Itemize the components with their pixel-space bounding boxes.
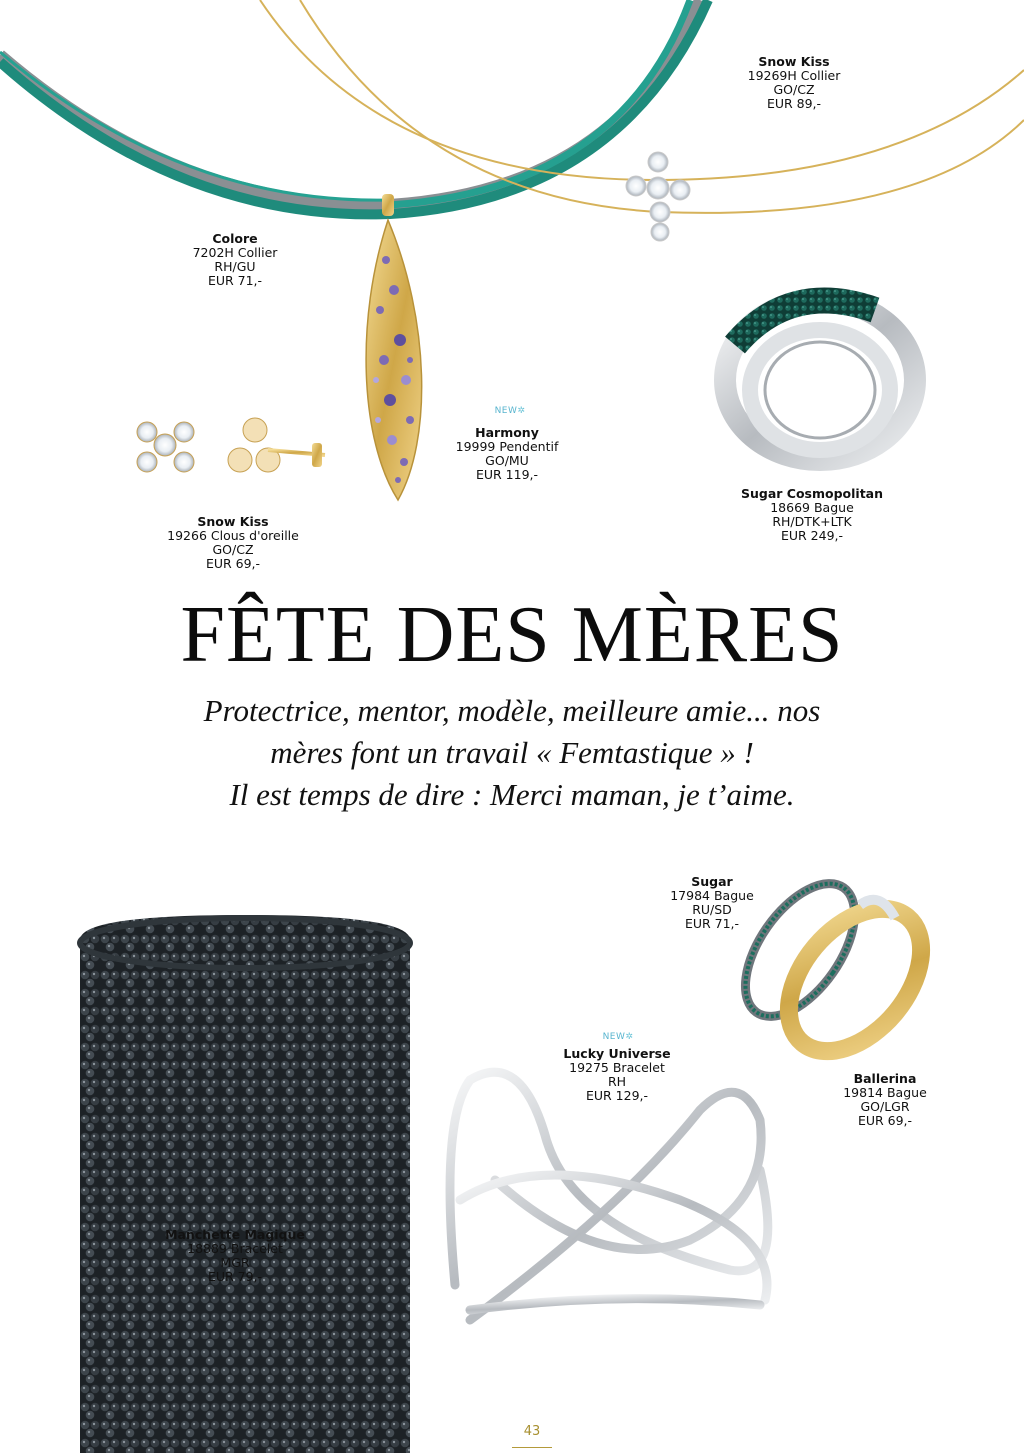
product-label-snow-kiss-earrings — [167, 515, 299, 571]
product-label-ballerina — [843, 1072, 927, 1128]
lucky-universe-bracelet-illustration — [450, 1072, 768, 1320]
product-material: RU/SD — [692, 902, 732, 917]
product-label-manchette-magique — [165, 1228, 305, 1284]
colore-necklace-illustration — [0, 0, 708, 214]
product-name: Harmony — [475, 425, 539, 440]
page-number: 43 — [523, 1424, 541, 1439]
product-material: GO/CZ — [773, 82, 815, 97]
intro-text — [150, 690, 874, 816]
ballerina-ring-illustration — [762, 884, 947, 1076]
product-label-lucky-universe — [563, 1047, 670, 1103]
product-name: Ballerina — [853, 1071, 917, 1086]
product-name: Colore — [212, 231, 258, 246]
product-ref: 7202H Collier — [192, 245, 278, 260]
product-ref: 18669 Bague — [770, 500, 854, 515]
product-material: RH/DTK+LTK — [772, 514, 852, 529]
product-ref: 19999 Pendentif — [455, 439, 559, 454]
product-ref: 19269H Collier — [747, 68, 841, 83]
product-price: EUR 249,- — [780, 528, 844, 543]
page-title: FÊTE DES MÈRES — [180, 591, 844, 679]
product-material: MGR — [220, 1255, 250, 1270]
product-price: EUR 79,- — [207, 1269, 263, 1284]
product-material: RH/GU — [214, 259, 256, 274]
product-material: RH — [607, 1074, 627, 1089]
product-ref: 19266 Clous d'oreille — [167, 528, 299, 543]
product-label-snow-kiss-collier — [748, 55, 841, 111]
new-badge-text: NEW — [602, 1032, 626, 1042]
page-number-rule — [512, 1447, 552, 1448]
product-ref: 19275 Bracelet — [569, 1060, 665, 1075]
product-price: EUR 71,- — [207, 273, 263, 288]
product-label-harmony — [456, 426, 559, 482]
product-name: Snow Kiss — [197, 514, 269, 529]
product-ref: 17984 Bague — [670, 888, 754, 903]
product-price: EUR 69,- — [205, 556, 261, 571]
product-label-sugar-cosmopolitan — [741, 487, 883, 543]
product-label-sugar — [670, 875, 754, 931]
sugar-cosmopolitan-ring-illustration — [725, 300, 915, 460]
product-price: EUR 71,- — [684, 916, 740, 931]
product-name: Sugar — [691, 874, 733, 889]
new-badge-lucky-universe — [603, 1032, 634, 1042]
star-icon: ✲ — [517, 406, 526, 416]
product-ref: 19814 Bague — [843, 1085, 927, 1100]
new-badge-harmony — [495, 406, 526, 416]
snow-kiss-earrings-illustration — [137, 418, 325, 472]
product-material: GO/LGR — [860, 1099, 910, 1114]
new-badge-text: NEW — [494, 406, 518, 416]
product-material: GO/MU — [485, 453, 529, 468]
product-ref: 18889 Bracelet — [187, 1241, 283, 1256]
product-material: GO/CZ — [212, 542, 254, 557]
intro-line: mères font un travail « Femtastique » ! — [270, 735, 754, 770]
product-price: EUR 69,- — [857, 1113, 913, 1128]
product-price: EUR 89,- — [766, 96, 822, 111]
product-label-colore — [193, 232, 278, 288]
star-icon: ✲ — [625, 1032, 634, 1042]
product-price: EUR 129,- — [585, 1088, 649, 1103]
harmony-pendant-illustration — [366, 194, 422, 500]
product-name: Snow Kiss — [758, 54, 830, 69]
intro-line: Il est temps de dire : Merci maman, je t’aime. — [229, 777, 795, 812]
manchette-magique-bracelet-illustration — [80, 915, 410, 1453]
intro-line: Protectrice, mentor, modèle, meilleure amie... nos — [203, 693, 821, 728]
product-name: Sugar Cosmopolitan — [740, 486, 884, 501]
product-name: Manchette Magique — [165, 1227, 305, 1242]
product-name: Lucky Universe — [563, 1046, 671, 1061]
product-price: EUR 119,- — [475, 467, 539, 482]
